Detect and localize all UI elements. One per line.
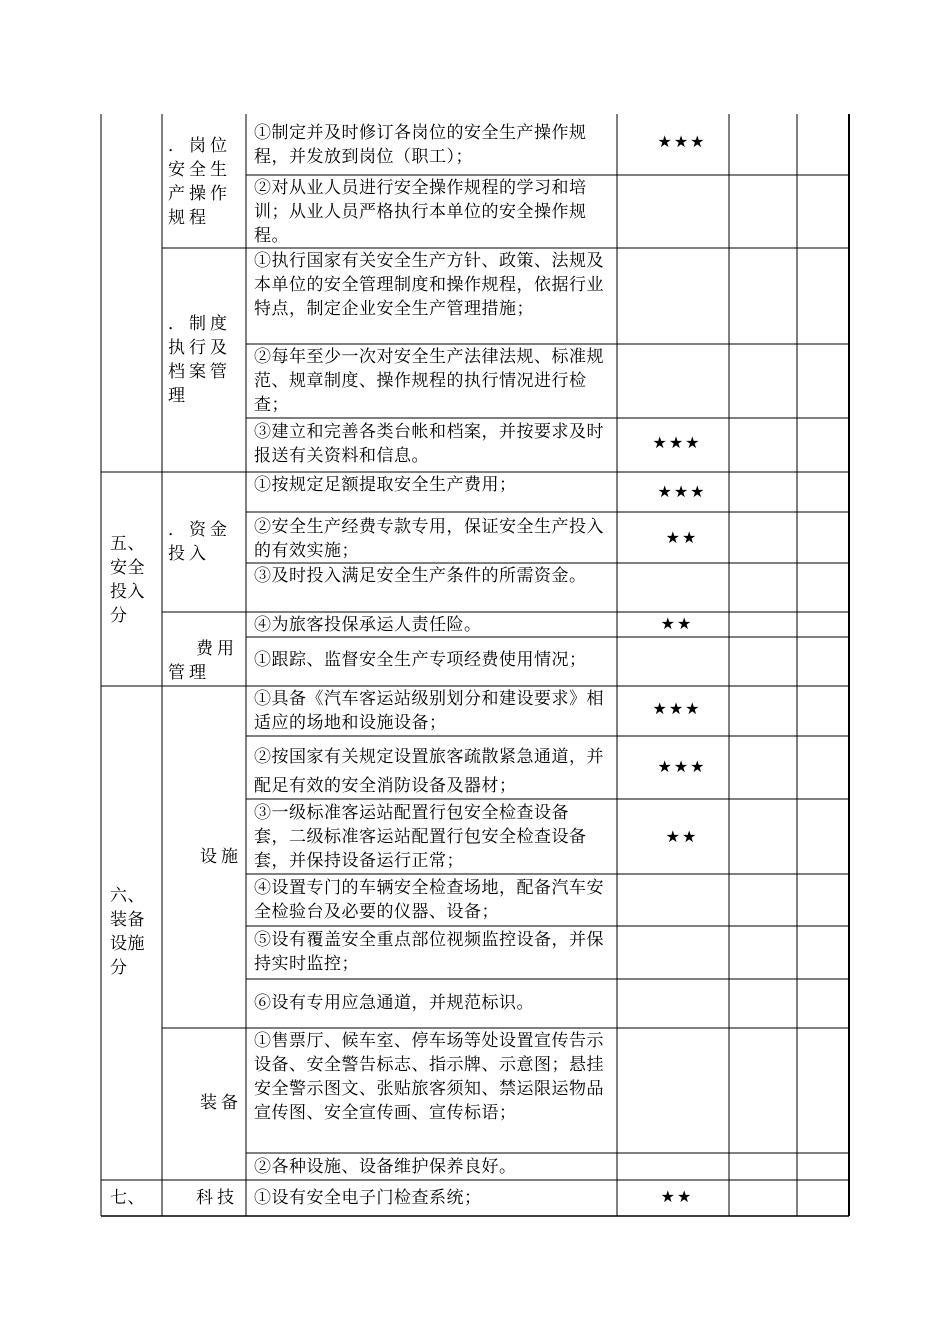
star-rating: ★★★ <box>652 699 702 718</box>
table-row-text: ①执行国家有关安全生产方针、政策、法规及本单位的安全管理制度和操作规程，依据行业特点，制定企业安全生产管理措施； <box>254 251 604 319</box>
table-row-text: ④为旅客投保承运人责任险。 <box>254 615 482 635</box>
star-rating: ★★★ <box>657 482 707 501</box>
table-row-text: ③一级标准客运站配置行包安全检查设备 套，二级标准客运站配置行包安全检查设备 套，并保持设备运行正常； <box>254 803 604 871</box>
table-row-text: ②对从业人员进行安全操作规程的学习和培训；从业人员严格执行本单位的安全操作规程。 <box>254 178 587 246</box>
item-label-gangwei: ．岗位安全生产操作规程 <box>168 136 231 228</box>
table-row-text: ⑥设有专用应急通道，并规范标识。 <box>254 993 534 1013</box>
star-rating: ★★ <box>660 1187 694 1206</box>
item-label-zhuangbei: 装备 <box>200 1093 242 1113</box>
section-label-5: 五、安全投入分 <box>110 534 145 626</box>
table-row-text: ②安全生产经费专款专用，保证安全生产投入的有效实施； <box>254 517 604 561</box>
section-label-6: 六、装备设施分 <box>110 886 145 978</box>
table-row-text: ②各种设施、设备维护保养良好。 <box>254 1157 517 1177</box>
star-rating: ★★★ <box>657 132 707 151</box>
star-rating: ★★★ <box>652 433 702 452</box>
table-row-text: ②每年至少一次对安全生产法律法规、标准规范、规章制度、操作规程的执行情况进行检查； <box>254 347 604 415</box>
item-label-zhidu: ．制度执行及档案管理 <box>168 314 231 406</box>
item-label-feiyong: 费用管理 <box>168 639 238 683</box>
table-row-text: ①具备《汽车客运站级别划分和建设要求》相适应的场地和设施设备； <box>254 689 604 733</box>
star-rating: ★★ <box>665 827 699 846</box>
item-label-keji: 科技 <box>196 1188 238 1208</box>
table-row-text: ①售票厅、候车室、停车场等处设置宣传告示设备、安全警告标志、指示牌、示意图；悬挂安全警示图文、张贴旅客须知、禁运限运物品宣传图、安全宣传画、宣传标语； <box>254 1031 604 1123</box>
section-label-7: 七、 <box>110 1188 145 1208</box>
table-row-text: ①跟踪、监督安全生产专项经费使用情况； <box>254 650 587 670</box>
table-row-text: ①设有安全电子门检查系统； <box>254 1188 482 1208</box>
star-rating: ★★ <box>660 614 694 633</box>
star-rating: ★★ <box>665 528 699 547</box>
table-row-text: ①按规定足额提取安全生产费用； <box>254 475 517 495</box>
table-row-text: ②按国家有关规定设置旅客疏散紧急通道，并配足有效的安全消防设备及器材； <box>254 747 604 796</box>
table-row-text: ①制定并及时修订各岗位的安全生产操作规程，并发放到岗位（职工）； <box>254 123 587 167</box>
item-label-sheshi: 设施 <box>200 847 242 867</box>
table-row-text: ④设置专门的车辆安全检查场地，配备汽车安全检验台及必要的仪器、设备； <box>254 878 604 922</box>
table-row-text: ⑤设有覆盖安全重点部位视频监控设备，并保持实时监控； <box>254 930 604 974</box>
table-row-text: ③建立和完善各类台帐和档案，并按要求及时报送有关资料和信息。 <box>254 422 604 466</box>
star-rating: ★★★ <box>657 757 707 776</box>
item-label-zijin: ．资金投入 <box>168 520 231 564</box>
table-row-text: ③及时投入满足安全生产条件的所需资金。 <box>254 566 587 586</box>
